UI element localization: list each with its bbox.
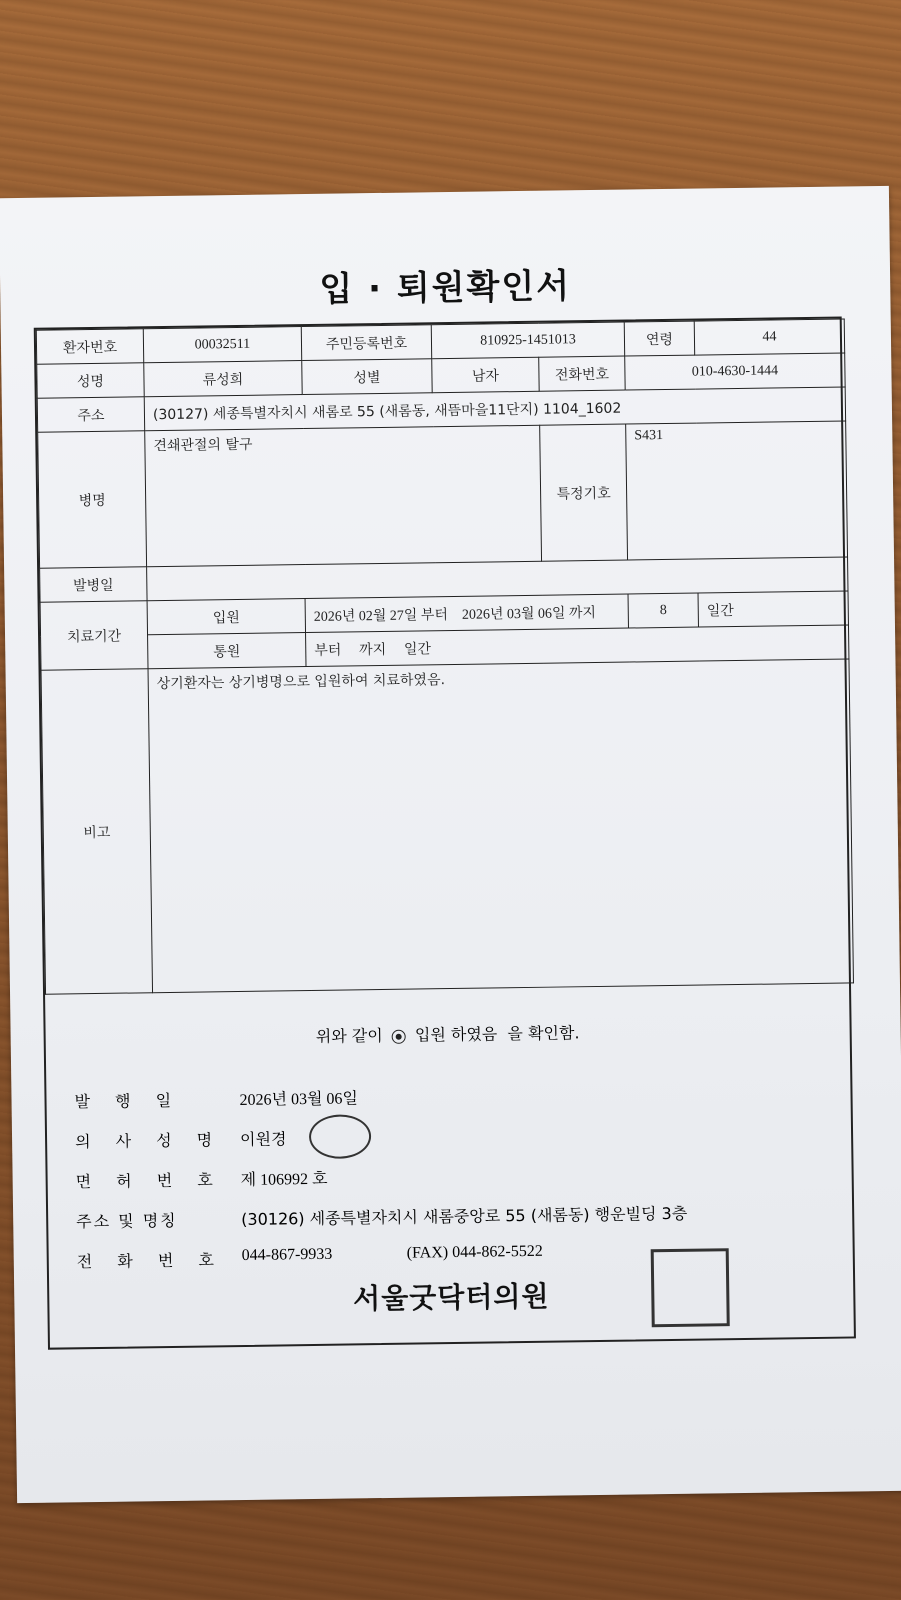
phone-label: 전화번호	[539, 356, 625, 391]
phone-value: 010-4630-1444	[625, 353, 845, 390]
rrn-label: 주민등록번호	[301, 325, 431, 361]
inpatient-days: 8	[628, 593, 698, 628]
clinic-phone-value: 044-867-9933	[241, 1245, 333, 1264]
diagnosis-value: 견쇄관절의 탈구	[145, 425, 542, 567]
clinic-seal-stamp	[651, 1248, 730, 1327]
doctor-label: 의 사 성 명	[74, 1130, 223, 1152]
selected-radio-icon	[392, 1029, 406, 1043]
special-code-value: S431	[626, 421, 848, 560]
age-label: 연령	[624, 321, 694, 356]
patient-no-label: 환자번호	[36, 329, 143, 364]
diagnosis-label: 병명	[38, 431, 147, 568]
clinic-phone-label: 전 화 번 호	[76, 1250, 225, 1272]
issue-date-row	[74, 1085, 358, 1112]
inpatient-label: 입원	[147, 599, 305, 635]
clinic-fax-value: (FAX) 044-862-5522	[406, 1242, 543, 1262]
confirmation-form	[34, 317, 856, 1350]
rrn-value: 810925-1451013	[431, 322, 624, 359]
address-value: (30127) 세종특별자치시 새롬로 55 (새롬동, 새뜸마을11단지) 1104_1602	[144, 387, 845, 431]
name-label: 성명	[37, 363, 144, 398]
doctor-value: 이원경	[239, 1129, 287, 1150]
clinic-phone-row	[77, 1243, 543, 1273]
doctor-seal-stamp	[309, 1114, 372, 1159]
sex-value: 남자	[432, 357, 539, 392]
document-title: 입 · 퇴원확인서	[319, 266, 572, 310]
sex-label: 성별	[302, 359, 432, 395]
inpatient-days-suffix: 일간	[698, 591, 848, 627]
issue-date-label: 발 행 일	[74, 1090, 182, 1112]
inpatient-period: 2026년 02월 27일 부터 2026년 03월 06일 까지	[305, 594, 628, 633]
license-value: 제 106992 호	[240, 1170, 328, 1189]
age-value: 44	[694, 319, 844, 355]
statement-middle: 입원 하였음	[414, 1024, 498, 1045]
patient-info-table	[36, 318, 854, 994]
license-label: 면 허 번 호	[75, 1170, 223, 1192]
clinic-address-row	[76, 1201, 687, 1233]
statement-prefix: 위와 같이	[315, 1026, 383, 1046]
clinic-address-label: 주소 및 명칭	[76, 1210, 178, 1232]
address-label: 주소	[37, 397, 144, 432]
remarks-value: 상기환자는 상기병명으로 입원하여 치료하였음.	[148, 659, 853, 993]
document-paper	[0, 186, 901, 1503]
statement-suffix: 을 확인함.	[507, 1023, 580, 1044]
issue-date-value: 2026년 03월 06일	[239, 1090, 359, 1110]
outpatient-label: 통원	[148, 633, 306, 669]
doctor-row	[75, 1126, 287, 1152]
clinic-address-value: (30126) 세종특별자치시 새롬중앙로 55 (새롬동) 행운빌딩 3층	[241, 1203, 688, 1229]
patient-no-value: 00032511	[143, 327, 301, 363]
outpatient-period: 부터 까지 일간	[306, 625, 849, 667]
name-value: 류성희	[144, 361, 302, 397]
license-row	[75, 1166, 327, 1193]
treatment-period-label: 치료기간	[40, 601, 148, 670]
onset-label: 발병일	[40, 567, 147, 602]
special-code-label: 특정기호	[540, 424, 628, 561]
confirmation-statement	[46, 1016, 850, 1050]
clinic-name: 서울굿닥터의원	[352, 1279, 550, 1316]
remarks-label: 비고	[41, 669, 153, 994]
